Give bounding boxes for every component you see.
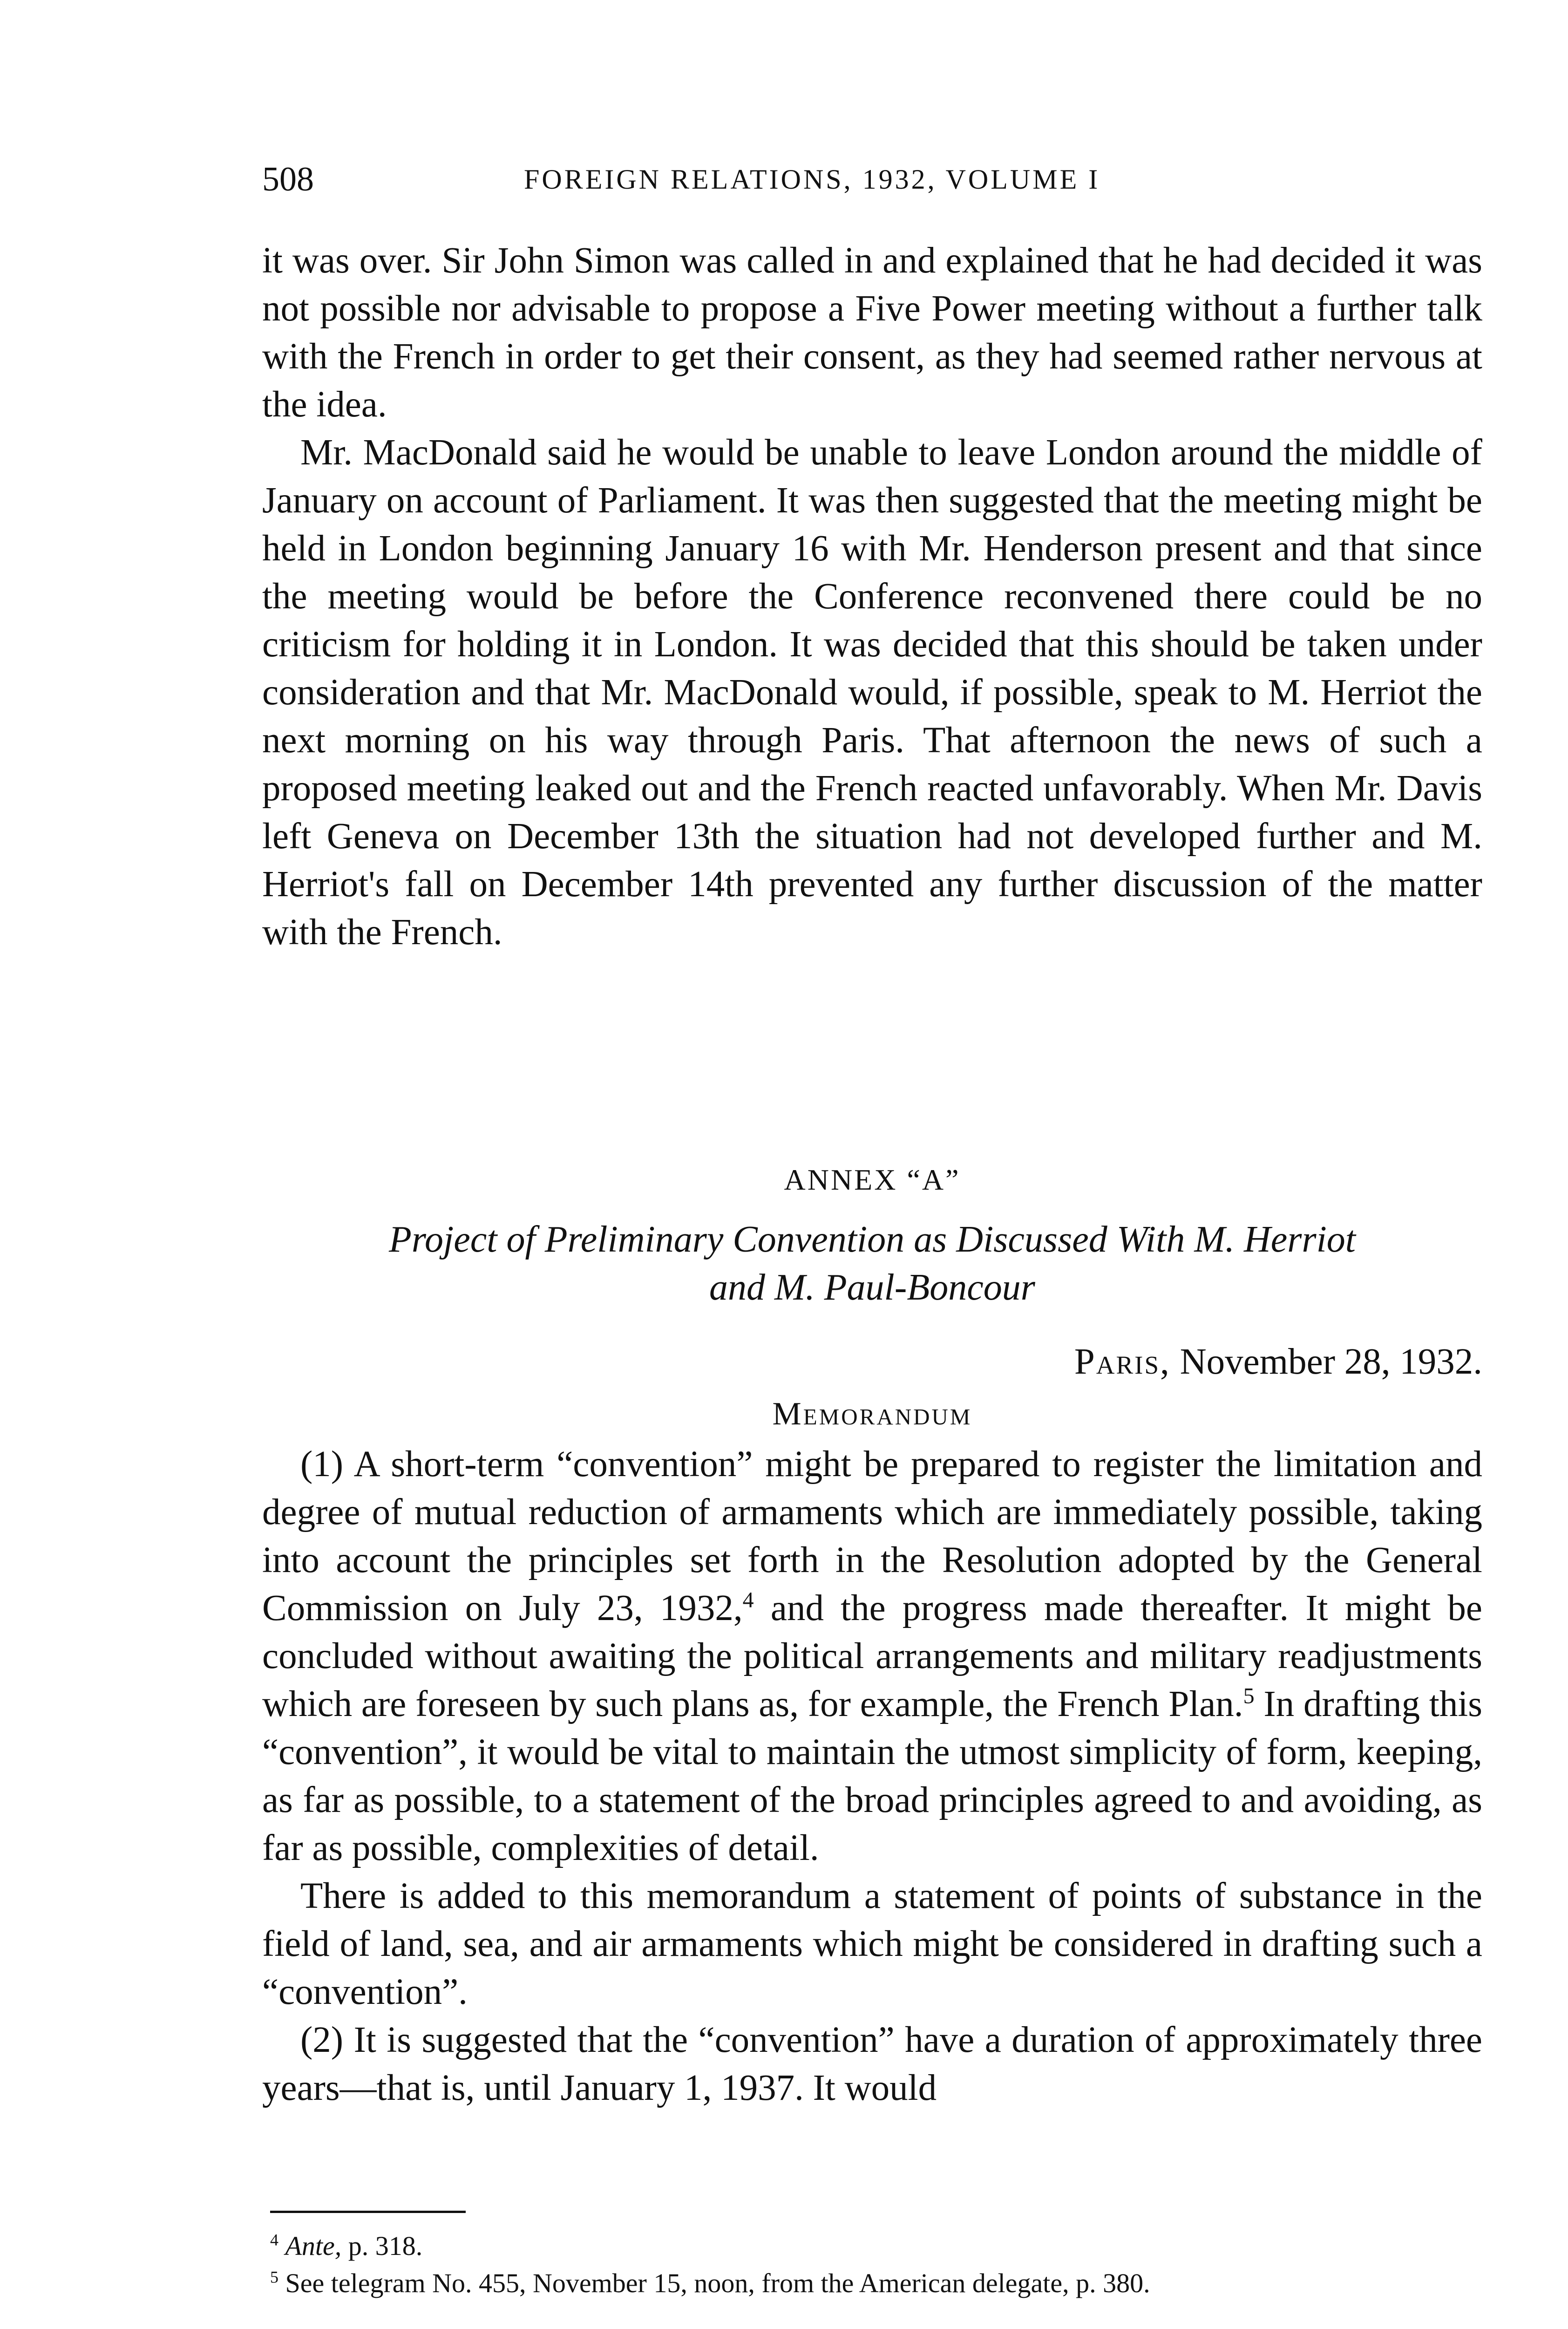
footnote-4 [270,2229,1481,2263]
dateline-date: November 28, 1932. [1180,1342,1482,1382]
narrative-section [262,237,1482,956]
footnote-5 [270,2267,1481,2300]
page-number: 508 [262,160,314,198]
memorandum-heading: Memorandum [772,1396,972,1432]
memo-paragraph-3: (2) It is suggested that the “convention” have a duration of approximately three years—that is, until January 1, 1937. It would [262,2020,1482,2108]
footnote-ref-4[interactable]: 4 [742,1587,754,1613]
annex-heading: ANNEX “A” [784,1163,961,1196]
memo-paragraph-1-part-b: and the progress made thereafter. It might be concluded without awaiting the political arrangements and military readjustments which are foreseen by such plans as, for example, the French Plan. [262,1588,1482,1724]
annex-title-line-2: and M. Paul-Boncour [709,1267,1035,1308]
footnote-marker: 5 [270,2268,278,2287]
footnotes [270,2229,1481,2304]
footnote-divider [270,2211,466,2213]
dateline [262,1338,1482,1386]
footnote-text: p. 318. [348,2231,423,2261]
footnote-text: See telegram No. 455, November 15, noon, from the American delegate, p. 380. [285,2268,1150,2298]
footnote-marker: 4 [270,2230,278,2249]
memo-paragraph-1-part-a: (1) A short-term “convention” might be prepared to register the limitation and degree of mutual reduction of armaments which are immediately possible, taking into account the principles set forth in the Resolution adopted by the General Commission on July 23, 1932, [262,1444,1482,1628]
memo-paragraph-1-part-c: In drafting this “convention”, it would be vital to maintain the utmost simplicity of form, keeping, as far as possible, to a statement of the broad principles agreed to and avoiding, as far as possible, complexities of detail. [262,1684,1483,1868]
paragraph-continuation: it was over. Sir John Simon was called in and explained that he had decided it was not possible nor advisable to propose a Five Power meeting without a further talk with the French in order to get their consent, as they had seemed rather nervous at the idea. [262,240,1482,425]
memo-paragraph-1 [262,1440,1482,1872]
running-title: FOREIGN RELATIONS, 1932, VOLUME I [524,164,1100,195]
footnote-italic-text: Ante, [285,2231,342,2261]
memorandum-body [262,1440,1482,2112]
annex-title-line-1: Project of Preliminary Convention as Discussed With M. Herriot [388,1219,1356,1260]
paragraph-macdonald: Mr. MacDonald said he would be unable to leave London around the middle of January on account of Parliament. It was then suggested that the meeting might be held in London beginning January 16 with Mr. Henderson present and that since the meeting would be before the Conference reconvened there could be no criticism for holding it in London. It was decided that this should be taken under consideration and that Mr. MacDonald would, if possible, speak to M. Herriot the next morning on his way through Paris. That afternoon the news of such a proposed meeting leaked out and the French reacted unfavorably. When Mr. Davis left Geneva on December 13th the situation had not developed further and M. Herriot's fall on December 14th prevented any further discussion of the matter with the French. [262,432,1482,953]
dateline-place: Paris, [1074,1342,1171,1382]
footnote-ref-5[interactable]: 5 [1243,1683,1255,1709]
page-header [262,158,1482,200]
memo-paragraph-2: There is added to this memorandum a statement of points of substance in the field of land, sea, and air armaments which might be considered in drafting such a “convention”. [262,1876,1482,2012]
annex-title [262,1216,1482,1312]
